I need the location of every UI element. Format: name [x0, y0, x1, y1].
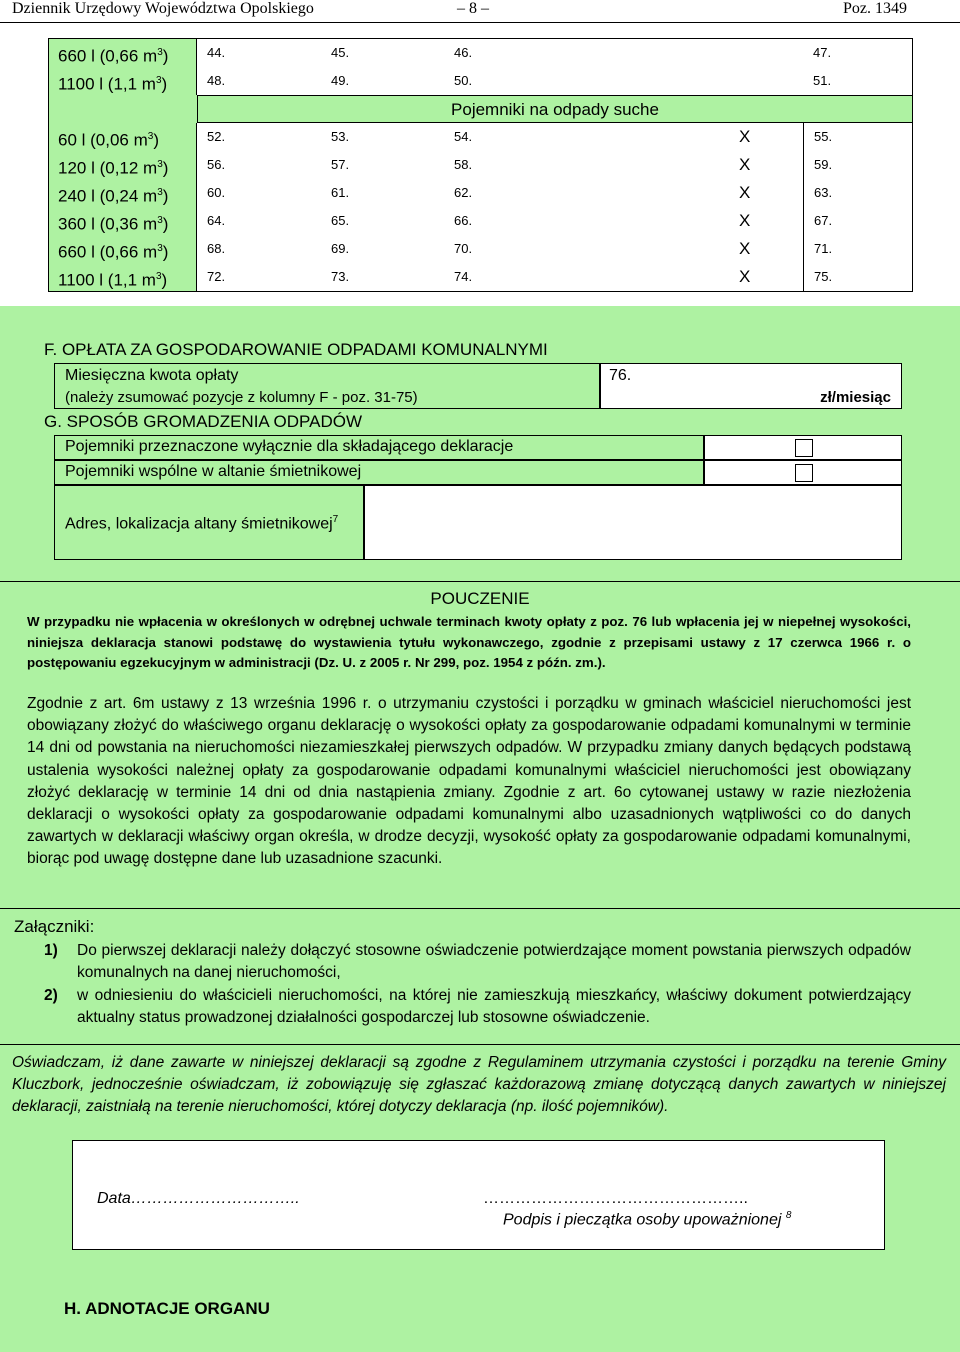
container-table	[48, 38, 913, 292]
option-shared-label: Pojemniki wspólne w altanie śmietnikowej	[65, 463, 362, 480]
option-shared-label-box	[54, 460, 704, 485]
page-header	[0, 0, 960, 22]
cell-x: X	[739, 155, 751, 174]
monthly-fee-field[interactable]	[600, 363, 902, 409]
cell: 46.	[454, 45, 473, 60]
monthly-fee-hint: (należy zsumować pozycje z kolumny F - poz. 31-75)	[65, 389, 418, 406]
pouczenie-text: W przypadku nie wpłacenia w określonych w odrębnej uchwale terminach kwoty opłaty z poz. 76 lub wpłacenia jej w niepełnej wysokości, niniejsza deklaracja stanowi podstawę do wystawienia tytułu wykonawczego, zgodnie z przepisami ustawy z 17 czerwca 1966 r. o postępowaniu egzekucyjnym w administracji (Dz. U. z 2005 r. Nr 299, poz. 1954 z późn. zm.).	[27, 614, 911, 670]
cell: 62.	[454, 185, 473, 200]
cell: 72.	[207, 269, 226, 284]
divider	[0, 908, 960, 909]
table-row	[49, 235, 912, 263]
table-row	[49, 263, 912, 291]
cell: 67.	[803, 207, 912, 235]
cell: 48.	[207, 73, 226, 88]
date-field[interactable]: Data…………………………..	[97, 1190, 300, 1207]
cell-x: X	[739, 183, 751, 202]
section-banner: Pojemniki na odpady suche	[197, 95, 912, 123]
cell-x: X	[739, 127, 751, 146]
legal-note: Zgodnie z art. 6m ustawy z 13 września 1996 r. o utrzymaniu czystości i porządku w gminach właściciel nieruchomości jest obowiązany złożyć do właściwego organu deklarację o wysokości opłaty za gospodarowanie odpadami komunalnymi w terminie 14 dni od powstania na nieruchomości niezamieszkałej pierwszych odpadów. W przypadku zmiany danych będących podstawą ustalenia wysokości należnej opłaty za gospodarowanie odpadami komunalnymi właściciel nieruchomości jest obowiązany złożyć deklarację w terminie 14 dni od dnia nastąpienia zmiany. Zgodnie z art. 6o cytowanej ustawy w razie niezłożenia deklaracji o wysokości opłaty za gospodarowanie odpadami komunalnymi albo uzasadnionych wątpliwości co do danych zawartych w deklaracji właściwy organ określa, w drodze decyzji, wysokość opłaty za gospodarowanie odpadami komunalnymi, biorąc pod uwagę dostępne dane lub uzasadnione szacunki.	[27, 695, 911, 868]
pouczenie-title: POUCZENIE	[430, 589, 530, 608]
unit-label: zł/miesiąc	[820, 389, 891, 406]
cell: 73.	[331, 269, 350, 284]
cell: 61.	[331, 185, 350, 200]
signature-line[interactable]: …………………………………………..	[483, 1190, 748, 1207]
option-own-cell	[704, 435, 902, 460]
row-label: 120 l (0,12 $m^3$)	[49, 151, 197, 179]
table-row	[49, 123, 912, 151]
cell: 66.	[454, 213, 473, 228]
cell-x: X	[739, 211, 751, 230]
option-shared-checkbox[interactable]	[795, 464, 813, 482]
cell-x: X	[739, 239, 751, 258]
cell: 63.	[803, 179, 912, 207]
table-row	[49, 39, 912, 67]
cell: 64.	[207, 213, 226, 228]
row-label: 660 l (0,66 $m^3$)	[49, 235, 197, 263]
cell: 65.	[331, 213, 350, 228]
cell: 54.	[454, 129, 473, 144]
attachments-title: Załączniki:	[14, 917, 95, 936]
cell: 59.	[803, 151, 912, 179]
journal-title: Dziennik Urzędowy Województwa Opolskiego	[12, 0, 314, 17]
row-label: 60 l (0,06 $m^3$)	[49, 123, 197, 151]
monthly-fee-label-box	[54, 363, 600, 409]
page-number: – 8 –	[457, 0, 489, 17]
cell: 74.	[454, 269, 473, 284]
table-row	[49, 179, 912, 207]
row-label: 1100 l (1,1 $m^3$)	[49, 67, 197, 95]
option-shared-cell	[704, 460, 902, 485]
table-row	[49, 67, 912, 95]
row-label: 1100 l (1,1 $m^3$)	[49, 263, 197, 291]
cell: 68.	[207, 241, 226, 256]
signature-box	[72, 1140, 885, 1250]
header-rule	[0, 22, 960, 23]
field-number: 76.	[609, 367, 632, 384]
section-f-heading: F. OPŁATA ZA GOSPODAROWANIE ODPADAMI KOMUNALNYMI	[44, 340, 548, 359]
cell: 55.	[803, 123, 912, 151]
table-row	[49, 207, 912, 235]
attachment-number: 1)	[44, 942, 58, 959]
declaration-statement: Oświadczam, iż dane zawarte w niniejszej deklaracji są zgodne z Regulaminem utrzymania czystości i porządku na terenie Gminy Kluczbork, jednocześnie oświadczam, iż zobowiązuję się zgłaszać każdorazową zmianę dotyczącą danych zawartych w niniejszej deklaracji, zaistniałą na terenie nieruchomości, której dotyczy deklaracja (np. ilość pojemników).	[12, 1054, 946, 1116]
cell: 49.	[331, 73, 350, 88]
cell: 69.	[331, 241, 350, 256]
cell: 51.	[813, 73, 832, 88]
cell: 75.	[803, 263, 912, 291]
divider	[0, 1044, 960, 1045]
cell: 52.	[207, 129, 226, 144]
position-number: Poz. 1349	[843, 0, 907, 17]
cell: 44.	[207, 45, 226, 60]
address-label: Adres, lokalizacja altany śmietnikowej$^7$	[65, 514, 339, 533]
cell: 56.	[207, 157, 226, 172]
cell: 57.	[331, 157, 350, 172]
row-label: 360 l (0,36 $m^3$)	[49, 207, 197, 235]
monthly-fee-label: Miesięczna kwota opłaty	[65, 367, 239, 384]
address-input[interactable]	[364, 485, 902, 560]
cell: 45.	[331, 45, 350, 60]
attachment-number: 2)	[44, 987, 58, 1004]
attachment-item: w odniesieniu do właścicieli nieruchomości, na której nie zamieszkują mieszkańcy, właściwy dokument potwierdzający aktualny status prowadzonej działalności gospodarczej lub stosowne oświadczenie.	[77, 987, 911, 1027]
section-h-heading: H. ADNOTACJE ORGANU	[64, 1299, 270, 1318]
row-label-empty	[49, 95, 197, 123]
section-g-heading: G. SPOSÓB GROMADZENIA ODPADÓW	[44, 412, 363, 431]
table-row	[49, 151, 912, 179]
address-label-box	[54, 485, 364, 560]
cell: 58.	[454, 157, 473, 172]
attachment-item: Do pierwszej deklaracji należy dołączyć stosowne oświadczenie potwierdzające moment powstania pierwszych odpadów komunalnych na danej nieruchomości,	[77, 942, 911, 982]
cell-x: X	[739, 267, 751, 286]
cell: 71.	[803, 235, 912, 263]
row-label: 240 l (0,24 $m^3$)	[49, 179, 197, 207]
signature-label: Podpis i pieczątka osoby upoważnionej $^8$	[503, 1210, 792, 1229]
option-own-checkbox[interactable]	[795, 439, 813, 457]
row-label: 660 l (0,66 $m^3$)	[49, 39, 197, 67]
cell: 60.	[207, 185, 226, 200]
option-own-label: Pojemniki przeznaczone wyłącznie dla składającego deklaracje	[65, 438, 514, 455]
cell: 53.	[331, 129, 350, 144]
cell: 50.	[454, 73, 473, 88]
cell: 70.	[454, 241, 473, 256]
divider	[0, 581, 960, 582]
cell: 47.	[813, 45, 832, 60]
option-own-label-box	[54, 435, 704, 460]
